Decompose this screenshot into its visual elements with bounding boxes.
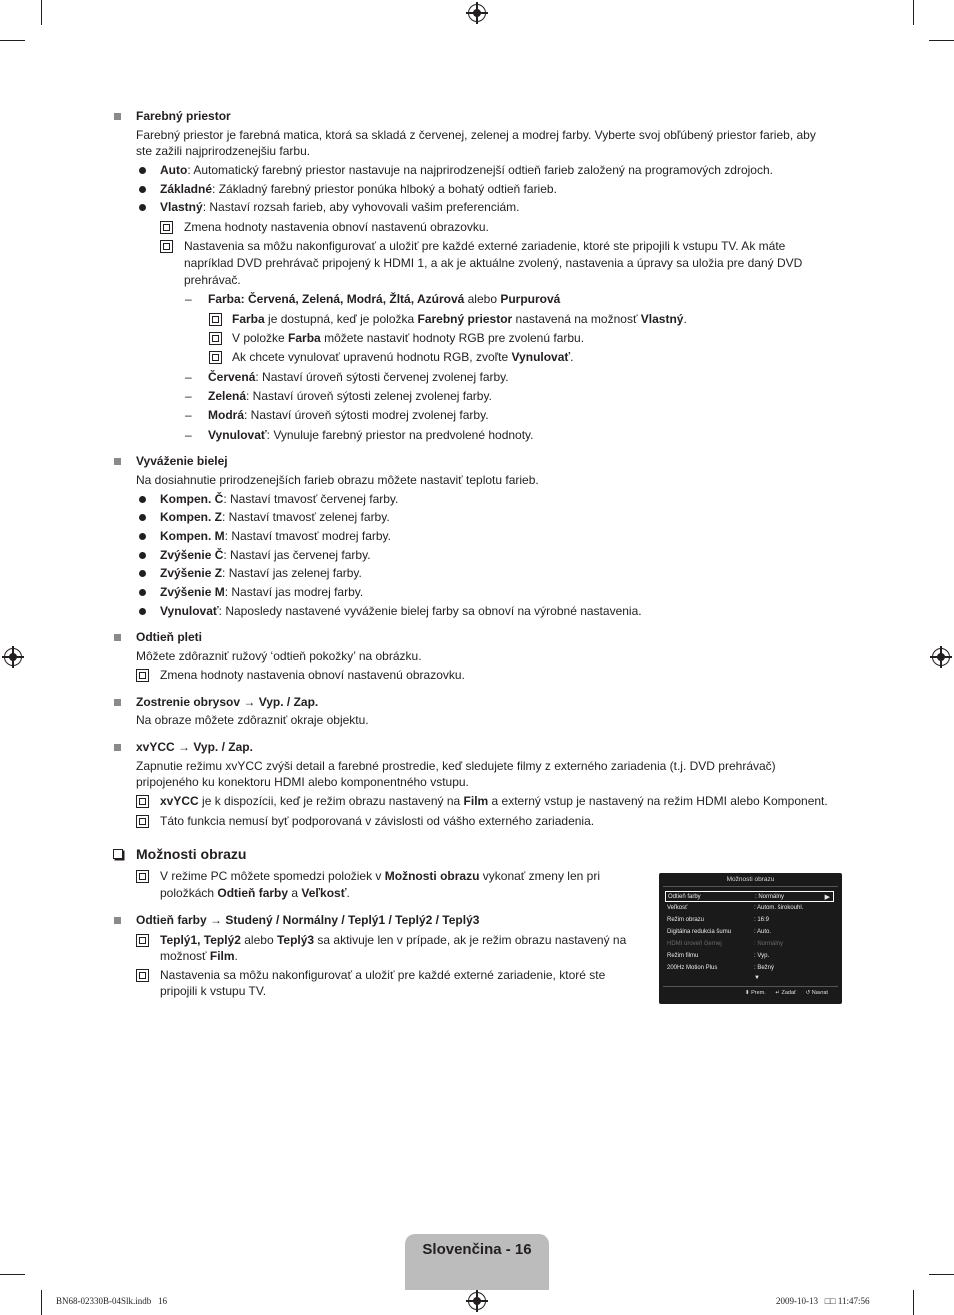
crop-mark bbox=[41, 0, 42, 25]
page-number-tab bbox=[405, 1234, 549, 1290]
paragraph: Zapnutie režimu xvYCC zvýši detail a farebné prostredie, keď sledujete filmy z externého zariadenia (t.j. DVD prehrávač) bbox=[136, 759, 776, 773]
bullet-icon bbox=[139, 186, 146, 193]
square-bullet-icon bbox=[114, 634, 121, 641]
square-bullet-icon bbox=[114, 699, 121, 706]
osd-row-label: Odtieň farby bbox=[668, 894, 701, 900]
osd-row bbox=[665, 951, 834, 962]
note-icon bbox=[136, 815, 149, 828]
bullet-icon bbox=[139, 570, 146, 577]
note-text: položkách Odtieň farby a Veľkosť. bbox=[160, 886, 350, 900]
dash-bullet: – bbox=[185, 389, 192, 403]
registration-mark-icon bbox=[932, 648, 950, 666]
paragraph: Na dosiahnutie prirodzenejších farieb obrazu môžete nastaviť teplotu farieb. bbox=[136, 473, 539, 487]
osd-row bbox=[665, 927, 834, 938]
note-icon bbox=[136, 795, 149, 808]
paragraph: Môžete zdôrazniť ružový ‘odtieň pokožky’ na obrázku. bbox=[136, 649, 422, 663]
crop-mark bbox=[929, 1274, 954, 1275]
square-bullet-icon bbox=[114, 744, 121, 751]
registration-mark-icon bbox=[468, 4, 486, 22]
return-icon: ↺ bbox=[805, 990, 811, 996]
square-bullet-icon bbox=[114, 458, 121, 465]
file-slug: BN68-02330B-04Slk.indb 16 bbox=[56, 1296, 168, 1306]
sub-item: Červená: Nastaví úroveň sýtosti červenej zvolenej farby. bbox=[208, 370, 509, 384]
section-heading: Možnosti obrazu bbox=[136, 846, 247, 862]
note-text: pripojili k vstupu TV. bbox=[160, 984, 267, 998]
enter-icon: ↵ bbox=[775, 990, 780, 996]
note-text: prehrávač. bbox=[184, 273, 241, 287]
bullet-icon bbox=[139, 167, 146, 174]
osd-footer bbox=[745, 989, 828, 998]
move-hint: Prem. bbox=[751, 990, 766, 996]
note-text: Farba je dostupná, keď je položka Farebný priestor nastavená na možnosť Vlastný. bbox=[232, 312, 687, 326]
dash-bullet: – bbox=[185, 428, 192, 442]
paragraph: Na obraze môžete zdôrazniť okraje objektu. bbox=[136, 713, 369, 727]
arrow-right-icon: ▶ bbox=[824, 894, 830, 901]
bullet-icon bbox=[139, 533, 146, 540]
osd-row-value: : Bežný bbox=[754, 965, 775, 971]
osd-row-label: Režim filmu bbox=[667, 953, 699, 959]
note-text: xvYCC je k dispozícii, keď je režim obrazu nastavený na Film a externý vstup je nastavený na režim HDMI alebo Komponent. bbox=[160, 794, 828, 808]
bullet-icon bbox=[139, 552, 146, 559]
list-item: Zvýšenie Č: Nastaví jas červenej farby. bbox=[160, 548, 371, 562]
osd-row-value: : Normálny bbox=[754, 941, 784, 947]
crop-mark bbox=[913, 0, 914, 25]
crop-mark bbox=[0, 1274, 25, 1275]
crop-mark bbox=[913, 1290, 914, 1315]
osd-row bbox=[665, 963, 834, 974]
sub-item: Vynulovať: Vynuluje farebný priestor na predvolené hodnoty. bbox=[208, 428, 534, 442]
sub-item: Zelená: Nastaví úroveň sýtosti zelenej zvolenej farby. bbox=[208, 389, 492, 403]
sub-item: Farba: Červená, Zelená, Modrá, Žltá, Azúrová alebo Purpurová bbox=[208, 292, 561, 306]
list-item: Kompen. M: Nastaví tmavosť modrej farby. bbox=[160, 529, 392, 543]
sub-item: Modrá: Nastaví úroveň sýtosti modrej zvolenej farby. bbox=[208, 408, 489, 422]
dash-bullet: – bbox=[185, 370, 192, 384]
dash-bullet: – bbox=[185, 408, 192, 422]
bullet-icon bbox=[139, 608, 146, 615]
crop-mark bbox=[0, 40, 25, 41]
bullet-icon bbox=[139, 589, 146, 596]
crop-mark bbox=[929, 40, 954, 41]
paragraph: Farebný priestor je farebná matica, ktorá sa skladá z červenej, zelenej a modrej farby. Vyberte svoj obľúbený priestor farieb, aby bbox=[136, 128, 816, 142]
dash-bullet: – bbox=[185, 292, 192, 306]
divider bbox=[663, 986, 838, 987]
osd-row-label: Veľkosť bbox=[667, 905, 688, 911]
osd-row-value: : Normálny bbox=[755, 894, 785, 900]
list-item: Vlastný: Nastaví rozsah farieb, aby vyhovovali vašim preferenciám. bbox=[160, 200, 520, 214]
registration-mark-icon bbox=[468, 1292, 486, 1310]
osd-row-value: : 16:9 bbox=[754, 917, 770, 923]
note-text: V položke Farba môžete nastaviť hodnoty RGB pre zvolenú farbu. bbox=[232, 331, 585, 345]
tv-osd-screenshot bbox=[659, 873, 842, 1004]
note-text: napríklad DVD prehrávač pripojený k HDMI 1, a ak je aktuálne zvolený, nastavenia a úpravy sa uložia pre daný DVD bbox=[184, 256, 803, 270]
crop-mark bbox=[41, 1290, 42, 1315]
note-icon bbox=[209, 332, 222, 345]
osd-row-value: : Auto. bbox=[754, 929, 772, 935]
list-item: Kompen. Č: Nastaví tmavosť červenej farby. bbox=[160, 492, 399, 506]
scroll-down-icon: ▼ bbox=[754, 975, 760, 981]
paragraph: pripojeného ku konektoru HDMI alebo komponentného vstupu. bbox=[136, 775, 469, 789]
updown-icon: ⬍ bbox=[745, 990, 750, 996]
section-title: xvYCC → Vyp. / Zap. bbox=[136, 740, 253, 754]
note-icon bbox=[136, 669, 149, 682]
return-hint: Navrat bbox=[811, 990, 828, 996]
enter-hint: Zadať bbox=[781, 990, 797, 996]
paragraph: ste zažili najprirodzenejšiu farbu. bbox=[136, 144, 311, 158]
note-text: Zmena hodnoty nastavenia obnoví nastavenú obrazovku. bbox=[160, 668, 465, 682]
divider bbox=[663, 886, 838, 887]
note-icon bbox=[136, 870, 149, 883]
note-icon bbox=[136, 969, 149, 982]
square-bullet-icon bbox=[114, 113, 121, 120]
osd-row bbox=[665, 915, 834, 926]
note-icon bbox=[209, 351, 222, 364]
note-text: Teplý1, Teplý2 alebo Teplý3 sa aktivuje len v prípade, ak je režim obrazu nastavený na bbox=[160, 933, 627, 947]
note-icon bbox=[160, 221, 173, 234]
osd-row bbox=[665, 939, 834, 950]
osd-title: Možnosti obrazu bbox=[726, 876, 775, 883]
registration-mark-icon bbox=[4, 648, 22, 666]
square-bullet-icon bbox=[114, 917, 121, 924]
section-title: Odtieň farby → Studený / Normálny / Teplý1 / Teplý2 / Teplý3 bbox=[136, 913, 480, 927]
osd-row-label: HDMI úroveň čiernej bbox=[667, 941, 722, 947]
print-datetime: 2009-10-13 □□ 11:47:56 bbox=[776, 1296, 870, 1306]
bullet-icon bbox=[139, 496, 146, 503]
note-text: Zmena hodnoty nastavenia obnoví nastavenú obrazovku. bbox=[184, 220, 489, 234]
list-item: Vynulovať: Naposledy nastavené vyváženie bielej farby sa obnoví na výrobné nastavenia. bbox=[160, 604, 642, 618]
osd-row-label: Režim obrazu bbox=[667, 917, 705, 923]
note-icon bbox=[160, 240, 173, 253]
note-text: Táto funkcia nemusí byť podporovaná v závislosti od vášho externého zariadenia. bbox=[160, 814, 595, 828]
osd-row-value: : Autom. širokouhl. bbox=[754, 905, 804, 911]
page-number: Slovenčina - 16 bbox=[422, 1241, 532, 1258]
osd-row-label: 200Hz Motion Plus bbox=[667, 965, 718, 971]
list-item: Auto: Automatický farebný priestor nastavuje na najprirodzenejší odtieň farieb založený na programových zdrojoch. bbox=[160, 163, 773, 177]
checkbox-bullet-icon bbox=[113, 849, 123, 859]
section-title: Odtieň pleti bbox=[136, 630, 202, 644]
note-icon bbox=[209, 313, 222, 326]
note-text: Nastavenia sa môžu nakonfigurovať a uložiť pre každé externé zariadenie, ktoré ste pripojili k vstupu TV. Ak máte bbox=[184, 239, 786, 253]
section-title: Farebný priestor bbox=[136, 109, 231, 123]
list-item: Zvýšenie M: Nastaví jas modrej farby. bbox=[160, 585, 364, 599]
note-text: možnosť Film. bbox=[160, 949, 238, 963]
list-item: Kompen. Z: Nastaví tmavosť zelenej farby. bbox=[160, 510, 390, 524]
note-text: V režime PC môžete spomedzi položiek v Možnosti obrazu vykonať zmeny len pri bbox=[160, 869, 600, 883]
bullet-icon bbox=[139, 204, 146, 211]
osd-row-label: Digitálna redukcia šumu bbox=[667, 929, 732, 935]
osd-row-value: : Vyp. bbox=[754, 953, 770, 959]
osd-row bbox=[665, 891, 834, 902]
note-text: Nastavenia sa môžu nakonfigurovať a uložiť pre každé externé zariadenie, ktoré ste bbox=[160, 968, 606, 982]
list-item: Zvýšenie Z: Nastaví jas zelenej farby. bbox=[160, 566, 362, 580]
list-item: Základné: Základný farebný priestor ponúka hlboký a bohatý odtieň farieb. bbox=[160, 182, 557, 196]
section-title: Zostrenie obrysov → Vyp. / Zap. bbox=[136, 695, 319, 709]
note-icon bbox=[136, 934, 149, 947]
section-title: Vyváženie bielej bbox=[136, 454, 228, 468]
bullet-icon bbox=[139, 514, 146, 521]
osd-row bbox=[665, 903, 834, 914]
note-text: Ak chcete vynulovať upravenú hodnotu RGB, zvoľte Vynulovať. bbox=[232, 350, 574, 364]
